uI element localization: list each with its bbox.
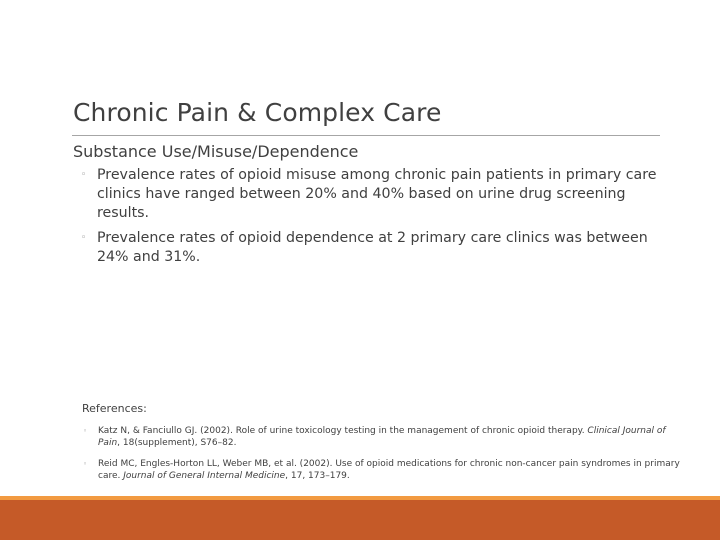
footer-band xyxy=(0,500,720,540)
reference-item xyxy=(82,425,682,449)
reference-journal: Journal of General Internal Medicine xyxy=(123,471,286,481)
bullet-circle-icon: ◦ xyxy=(83,460,88,468)
reference-citation: , 17, 173–179. xyxy=(285,471,350,481)
bullet-item xyxy=(73,229,673,267)
bullet-circle-icon: ◦ xyxy=(83,427,88,435)
reference-list xyxy=(82,425,682,482)
slide-title: Chronic Pain & Complex Care xyxy=(73,98,442,127)
bullet-list xyxy=(73,166,673,267)
references-heading: References: xyxy=(82,402,147,415)
section-heading: Substance Use/Misuse/Dependence xyxy=(73,142,359,161)
reference-journal: Clinical Journal of Pain xyxy=(98,426,666,448)
references-section xyxy=(82,402,682,491)
title-divider xyxy=(72,135,660,136)
bullet-circle-icon: ◦ xyxy=(81,233,87,243)
reference-text: Katz N, & Fanciullo GJ. (2002). Role of urine toxicology testing in the management of chronic opioid therapy. xyxy=(98,426,588,436)
slide-body xyxy=(73,142,673,273)
reference-item xyxy=(82,458,682,482)
reference-text: Reid MC, Engles-Horton LL, Weber MB, et al. (2002). Use of opioid medications for chronic non-cancer pain syndromes in primary care. xyxy=(98,459,680,481)
bullet-item xyxy=(73,166,673,223)
reference-citation: , 18(supplement), S76–82. xyxy=(117,438,237,448)
bullet-text: Prevalence rates of opioid dependence at 2 primary care clinics was between 24% and 31%. xyxy=(97,230,648,265)
bullet-text: Prevalence rates of opioid misuse among chronic pain patients in primary care clinics have ranged between 20% and 40% based on urine drug screening results. xyxy=(97,167,657,221)
bullet-circle-icon: ◦ xyxy=(81,170,87,180)
